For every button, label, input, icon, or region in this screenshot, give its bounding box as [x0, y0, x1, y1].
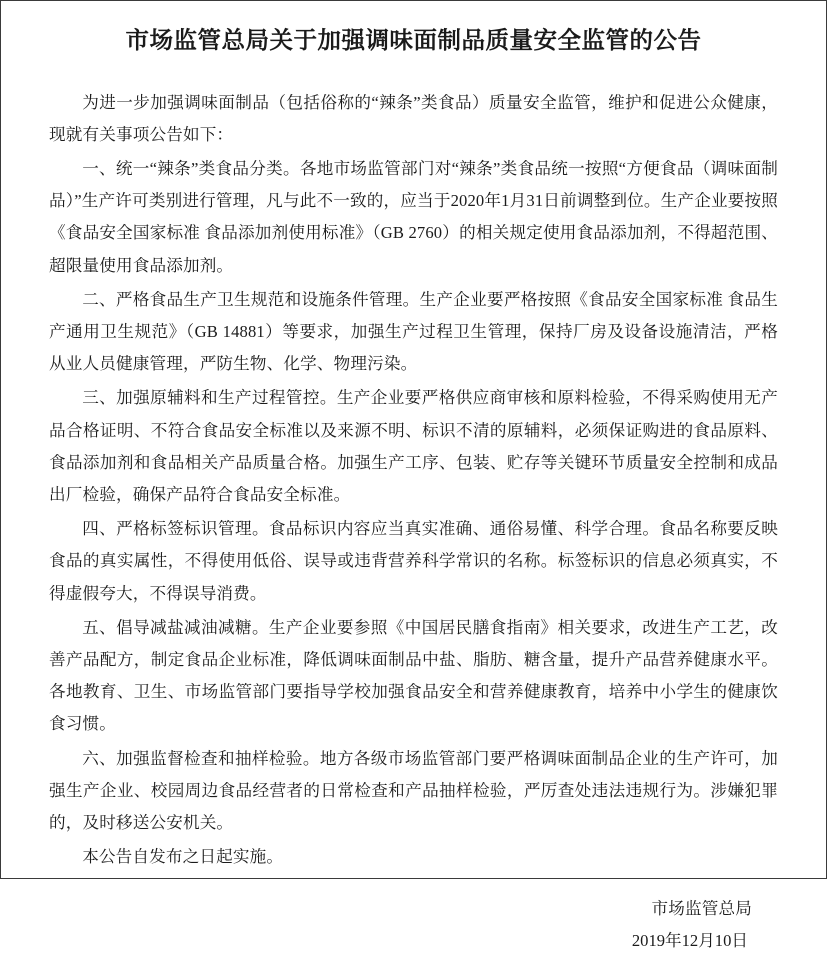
paragraph-section-6: 六、加强监督检查和抽样检验。地方各级市场监管部门要严格调味面制品企业的生产许可，加强生产企业、校园周边食品经营者的日常检查和产品抽样检验，严厉查处违法违规行为。涉嫌犯罪的，及时移送公安机关。	[49, 748, 778, 833]
page-inner	[1, 1, 826, 957]
paragraph-section-5: 五、倡导减盐减油减糖。生产企业要参照《中国居民膳食指南》相关要求，改进生产工艺，改善产品配方，制定食品企业标准，降低调味面制品中盐、脂肪、糖含量，提升产品营养健康水平。各地教育、卫生、市场监管部门要指导学校加强食品安全和营养健康教育，培养中小学生的健康饮食习惯。	[49, 617, 778, 734]
paragraph-intro: 为进一步加强调味面制品（包括俗称的“辣条”类食品）质量安全监管，维护和促进公众健康，现就有关事项公告如下：	[49, 92, 778, 144]
signature-date: 2019年12月10日	[631, 931, 748, 951]
paragraph-section-1: 一、统一“辣条”类食品分类。各地市场监管部门对“辣条”类食品统一按照“方便食品（调味面制品）”生产许可类别进行管理，凡与此不一致的，应当于2020年1月31日前调整到位。生产企业要按照《食品安全国家标准 食品添加剂使用标准》（GB 2760）的相关规定使用食品添加剂，不得超范围、超限量使用食品添加剂。	[49, 158, 778, 275]
signature-block	[31, 893, 796, 957]
paragraph-section-4: 四、严格标签标识管理。食品标识内容应当真实准确、通俗易懂、科学合理。食品名称要反映食品的真实属性，不得使用低俗、误导或违背营养科学常识的名称。标签标识的信息必须真实，不得虚假夸大，不得误导消费。	[49, 519, 778, 603]
signature-issuer: 市场监管总局	[651, 899, 752, 919]
paragraph-section-2: 二、严格食品生产卫生规范和设施条件管理。生产企业要严格按照《食品安全国家标准 食品生产通用卫生规范》（GB 14881）等要求，加强生产过程卫生管理，保持厂房及设备设施清洁，严格从业人员健康管理，严防生物、化学、物理污染。	[49, 289, 778, 374]
document-body	[31, 87, 796, 874]
page-title: 市场监管总局关于加强调味面制品质量安全监管的公告	[125, 28, 702, 54]
paragraph-effective-date: 本公告自发布之日起实施。	[82, 847, 284, 867]
paragraph-section-3: 三、加强原辅料和生产过程管控。生产企业要严格供应商审核和原料检验，不得采购使用无产品合格证明、不符合食品安全标准以及来源不明、标识不清的原辅料，必须保证购进的食品原料、食品添加剂和食品相关产品质量合格。加强生产工序、包装、贮存等关键环节质量安全控制和成品出厂检验，确保产品符合食品安全标准。	[49, 388, 778, 504]
